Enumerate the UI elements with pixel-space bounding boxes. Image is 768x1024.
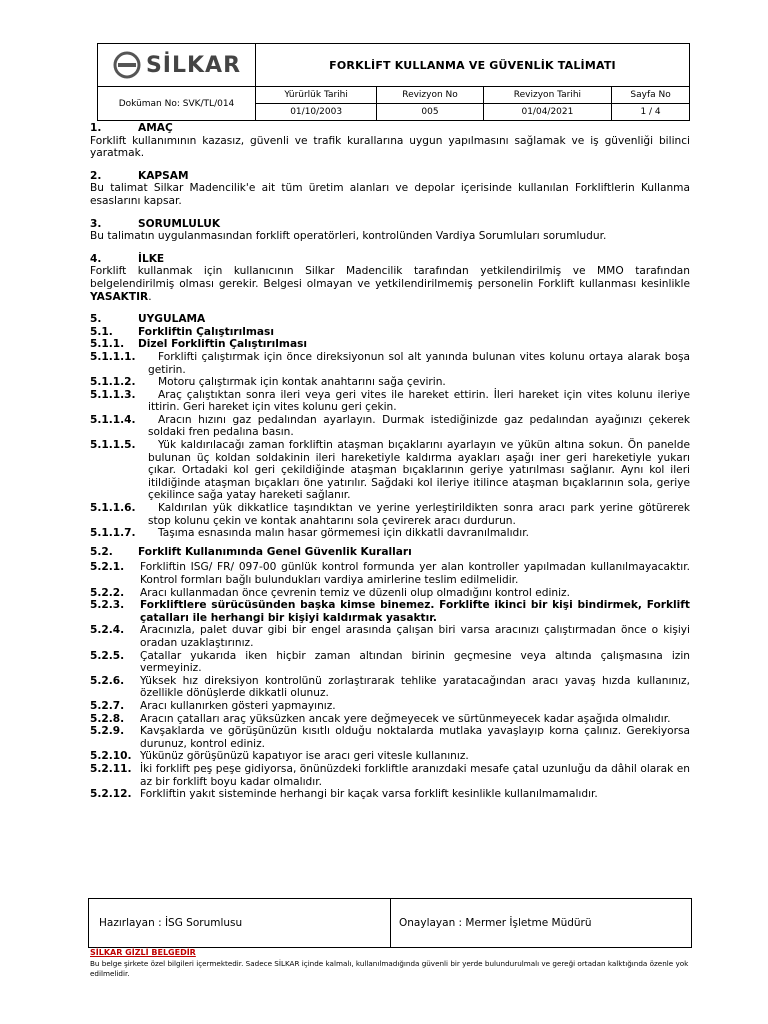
item-number: 5.2.12. (90, 788, 132, 801)
list-item (90, 750, 690, 763)
item-number: 5.1.1.5. (90, 439, 136, 452)
item-number: 5.2.1. (90, 561, 125, 574)
item-text: Forklifti çalıştırmak için önce direksiyonun sol alt yanında bulunan vites kolunu ortaya alarak boşa getirin. (148, 350, 690, 376)
item-text: İki forklift peş peşe gidiyorsa, önünüzdeki forkliftle aranızdaki mesafe çatal uzunluğu da dâhil olarak en az bir forklift boyu kadar olmalıdır. (140, 762, 690, 788)
item-number: 5.1.1.3. (90, 388, 136, 401)
item-text: Kavşaklarda ve görüşünüzün kısıtlı olduğu noktalarda mutlaka yavaşlayıp korna çalınız. Gerekiyorsa durunuz, kontrol ediniz. (140, 725, 690, 750)
list-item (90, 389, 690, 414)
diesel-start-steps (90, 351, 690, 540)
list-item (90, 351, 690, 376)
item-text: Yük kaldırılacağı zaman forkliftin ataşman bıçaklarını ayarlayın ve yükün altına sokun. Ön panelde bulunan üç koldan soldakinin ileri hareketiyle kaldırma ayakları aşağı iner geri hareketiyle yukarı çıkar. Ortadaki kol geri çekildiğinde ataşman bıçaklarının geriye yatırılması sağlanır. Aynı kol ileri itildiğinde ataşman bıçakları öne yatırılır. Sağdaki kol ileriye itilince ataşman bıçaklarının sola, geriye çekilince sağa yatay hareketi sağlanır. (148, 439, 690, 502)
item-text: Kaldırılan yük dikkatlice taşındıktan ve yerine yerleştirildikten sonra aracı park yerine götürerek stop kolunu çekin ve kontak anahtarını sola çevirerek aracı durdurun. (148, 502, 690, 527)
item-text: Yüksek hız direksiyon kontrolünü zorlaştırarak tehlike yaratacağından aracı yavaş hızda kullanınız, özellikle dönüşlerde dikkatli olunuz. (140, 674, 690, 700)
section-heading: 3. SORUMLULUK (90, 217, 221, 230)
list-item (90, 624, 690, 649)
list-item (90, 561, 690, 586)
page-no-label: Sayfa No (612, 87, 690, 104)
approved-by: Onaylayan : Mermer İşletme Müdürü (399, 917, 592, 929)
confidential-note: Bu belge şirkete özel bilgileri içermektedir. Sadece SİLKAR içinde kalmalı, kullanılmadığında güvenli bir yerde bulundurulmalı ve gereği ortadan kalktığında özenle yok edilmelidir. (90, 959, 689, 978)
section-heading: 4. İLKE (90, 252, 165, 265)
item-text: Aracı kullanmadan önce çevrenin temiz ve düzenli olup olmadığını kontrol ediniz. (140, 586, 570, 599)
document-title: FORKLİFT KULLANMA VE GÜVENLİK TALİMATI (256, 44, 690, 87)
item-text: Aracınızla, palet duvar gibi bir engel arasında çalışan biri varsa aracınızı çalıştırmadan önce o kişiyi oradan uzaklaştırınız. (140, 624, 690, 649)
list-item (90, 414, 690, 439)
item-number: 5.1.1.2. (90, 376, 136, 389)
subsection-heading: 5.2. Forklift Kullanımında Genel Güvenlik Kuralları (90, 545, 412, 558)
item-text: Aracı kullanırken gösteri yapmayınız. (140, 699, 336, 712)
item-text: Forkliftlere sürücüsünden başka kimse binemez. Forklifte ikinci bir kişi bindirmek, Forklift çatalları ile herhangi bir kişiyi kaldırmak yasaktır. (140, 599, 690, 624)
section-heading: 1. AMAÇ (90, 122, 173, 134)
logo-icon (112, 50, 142, 80)
list-item (90, 439, 690, 502)
item-number: 5.2.11. (90, 762, 132, 775)
revision-date-label: Revizyon Tarihi (483, 87, 611, 104)
approval-box (88, 898, 692, 948)
item-number: 5.2.2. (90, 586, 125, 599)
item-number: 5.2.3. (90, 599, 125, 612)
list-item (90, 502, 690, 527)
effective-date-value: 01/10/2003 (256, 104, 377, 121)
list-item (90, 788, 690, 801)
item-number: 5.2.10. (90, 750, 132, 763)
logo-cell (98, 44, 256, 87)
item-text: Motoru çalıştırmak için kontak anahtarını sağa çevirin. (158, 376, 446, 389)
item-number: 5.1.1.1. (90, 350, 136, 363)
prepared-by: Hazırlayan : İSG Sorumlusu (89, 899, 391, 947)
item-number: 5.2.5. (90, 649, 125, 662)
revision-date-value: 01/04/2021 (483, 104, 611, 121)
list-item (90, 376, 690, 389)
list-item (90, 650, 690, 675)
section-heading: 2. KAPSAM (90, 169, 189, 182)
effective-date-label: Yürürlük Tarihi (256, 87, 377, 104)
item-number: 5.1.1.7. (90, 527, 136, 540)
item-number: 5.2.6. (90, 674, 125, 687)
document-body (90, 122, 690, 801)
page-no-value: 1 / 4 (612, 104, 690, 121)
item-text: Forkliftin ISG/ FR/ 097-00 günlük kontrol formunda yer alan kontroller yapılmadan kullanılmayacaktır. Kontrol formları bağlı bulundukları vardiya amirlerine teslim edilmelidir. (140, 561, 690, 586)
item-text: Araç çalıştıktan sonra ileri veya geri vites ile hareket ettirin. İleri hareket için vites kolunu ileriye ittirin. Geri hareket için vites kolunu geri çekin. (148, 388, 690, 414)
item-number: 5.2.4. (90, 624, 125, 637)
company-logo (98, 50, 255, 80)
list-item (90, 675, 690, 700)
list-item (90, 599, 690, 624)
list-item (90, 763, 690, 788)
list-item (90, 527, 690, 540)
section-text: Forklift kullanımının kazasız, güvenli ve trafik kurallarına uygun yapılmasını sağlamak ve iş güvenliği bilinci yaratmak. (90, 134, 690, 160)
document-header (97, 43, 690, 121)
item-text: Yükünüz görüşünüzü kapatıyor ise aracı geri vitesle kullanınız. (140, 750, 469, 763)
item-number: 5.2.9. (90, 725, 125, 738)
item-text: Aracın hızını gaz pedalından ayarlayın. Durmak istediğinizde gaz pedalından ayağınızı çekerek soldaki fren pedalına basın. (148, 413, 690, 439)
list-item (90, 725, 690, 750)
safety-rules-list (90, 561, 690, 800)
section-text: Bu talimat Silkar Madencilik'e ait tüm üretim alanları ve depolar içerisinde kullanılan Forkliftlerin Kullanma esaslarını kapsar. (90, 182, 690, 207)
item-text: Çatallar yukarıda iken hiçbir zaman altından birinin geçmesine veya altında çalışmasına izin vermeyiniz. (140, 649, 690, 675)
document-number: Doküman No: SVK/TL/014 (98, 87, 256, 121)
revision-no-value: 005 (377, 104, 483, 121)
subsection-heading: 5.1. Forkliftin Çalıştırılması (90, 325, 274, 338)
item-number: 5.2.7. (90, 699, 125, 712)
list-item (90, 700, 690, 713)
item-number: 5.1.1.6. (90, 502, 136, 515)
item-text: Taşıma esnasında malın hasar görmemesi için dikkatli davranılmalıdır. (158, 527, 529, 540)
section-text: Forklift kullanmak için kullanıcının Silkar Madencilik tarafından yetkilendirilmiş ve MMO tarafından belgelendirilmiş olması gerekir. Belgesi olmayan ve yetkilendirilmemiş personelin Forklift kullanması kesinlikle YASAKTIR. (90, 265, 690, 303)
item-text: Forkliftin yakıt sisteminde herhangi bir kaçak varsa forklift kesinlikle kullanılmamalıdır. (140, 788, 598, 801)
subsection-heading: 5.1.1. Dizel Forkliftin Çalıştırılması (90, 338, 308, 351)
confidential-label: SİLKAR GİZLİ BELGEDİR (90, 948, 196, 957)
item-number: 5.2.8. (90, 712, 125, 725)
logo-text: SİLKAR (145, 52, 242, 78)
section-text: Bu talimatın uygulanmasından forklift operatörleri, kontrolünden Vardiya Sorumluları sorumludur. (90, 230, 607, 243)
revision-no-label: Revizyon No (377, 87, 483, 104)
item-text: Aracın çatalları araç yüksüzken ancak yere değmeyecek ve sürtünmeyecek kadar aşağıda olmalıdır. (140, 712, 671, 725)
section-heading: 5. UYGULAMA (90, 313, 206, 326)
list-item (90, 587, 690, 600)
list-item (90, 713, 690, 726)
item-number: 5.1.1.4. (90, 413, 136, 426)
